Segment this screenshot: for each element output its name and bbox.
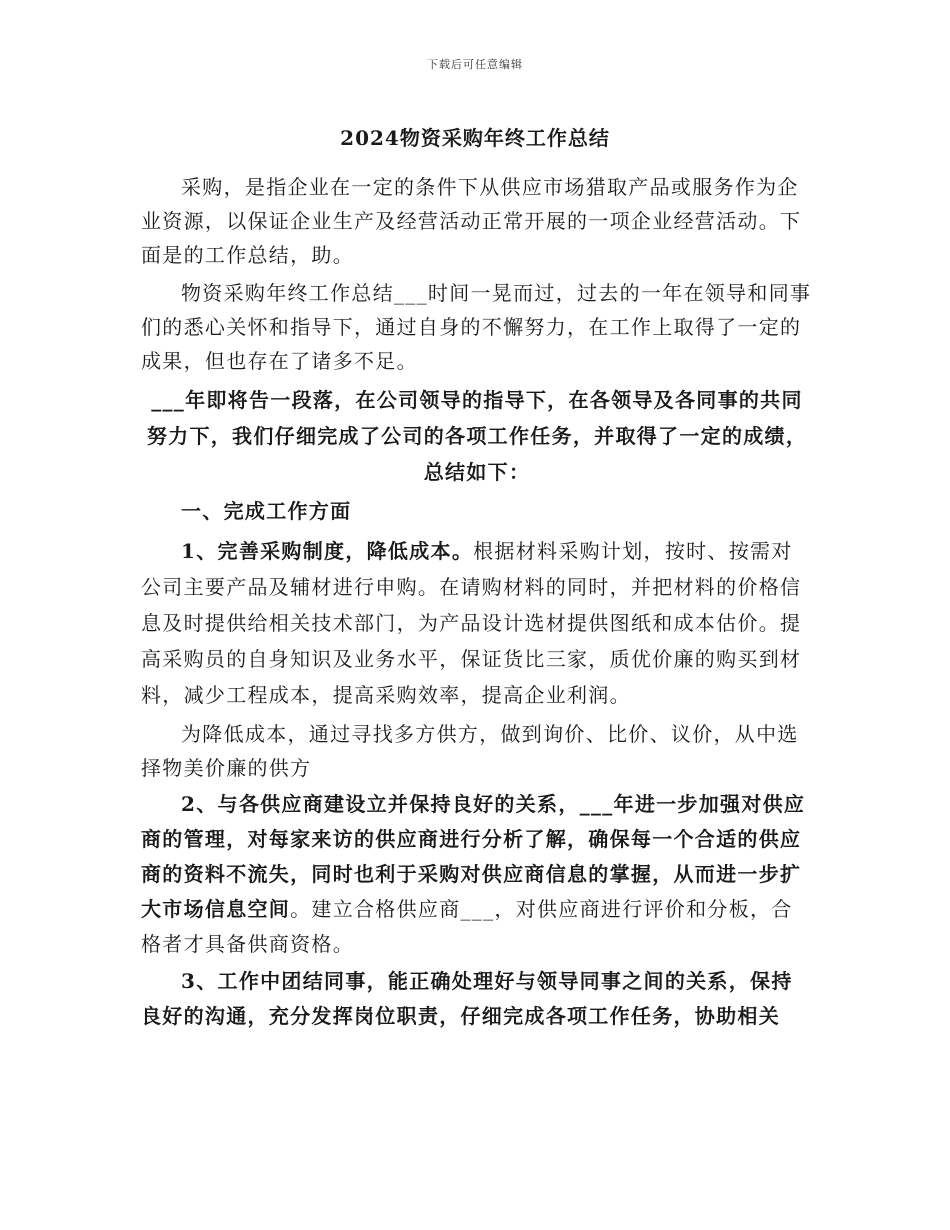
item-2-lead: 2、与各供应商建设立并保持良好的关系，___年进一步加强对供应商的管理，对每家来访的供应商进行分析了解，确保每一个合适的供应商的资料不流失，同时也利于采购对供应商信息的掌握，从而进一步扩大市场信息空间 bbox=[141, 792, 806, 921]
item-1-paragraph bbox=[141, 533, 813, 713]
item-3-paragraph: 3、工作中团结同事，能正确处理好与领导同事之间的关系，保持良好的沟通，充分发挥岗位职责，仔细完成各项工作任务，协助相关 bbox=[141, 969, 793, 1028]
document-body bbox=[141, 170, 813, 1034]
item-1-text: 根据材料采购计划，按时、按需对公司主要产品及辅材进行申购。在请购材料的同时，并把材料的价格信息及时提供给相关技术部门，为产品设计选材提供图纸和成本估价。提高采购员的自身知识及业务水平，保证货比三家，质优价廉的购买到材料，减少工程成本，提高采购效率，提高企业利润。 bbox=[141, 539, 802, 707]
section-heading-work-done: 一、完成工作方面 bbox=[181, 499, 352, 523]
item-1-followup-paragraph: 为降低成本，通过寻找多方供方，做到询价、比价、议价，从中选择物美价廉的供方 bbox=[141, 722, 799, 780]
header-note: 下载后可任意编辑 bbox=[427, 58, 523, 71]
intro-paragraph-2: 物资采购年终工作总结___时间一晃而过，过去的一年在领导和同事们的悉心关怀和指导下，通过自身的不懈努力，在工作上取得了一定的成果，但也存在了诸多不足。 bbox=[141, 281, 812, 373]
item-1-lead: 1、完善采购制度，降低成本。 bbox=[181, 539, 474, 563]
item-2-text: 。建立合格供应商___，对供应商进行评价和分板，合格者才具备供商资格。 bbox=[141, 897, 793, 956]
document-title: 2024物资采购年终工作总结 bbox=[340, 126, 610, 150]
summary-paragraph: ___年即将告一段落，在公司领导的指导下，在各领导及各同事的共同努力下，我们仔细完成了公司的各项工作任务，并取得了一定的成绩，总结如下： bbox=[146, 388, 808, 484]
intro-paragraph-1: 采购，是指企业在一定的条件下从供应市场猎取产品或服务作为企业资源，以保证企业生产及经营活动正常开展的一项企业经营活动。下面是的工作总结，助。 bbox=[141, 175, 802, 267]
item-2-paragraph bbox=[141, 787, 813, 962]
